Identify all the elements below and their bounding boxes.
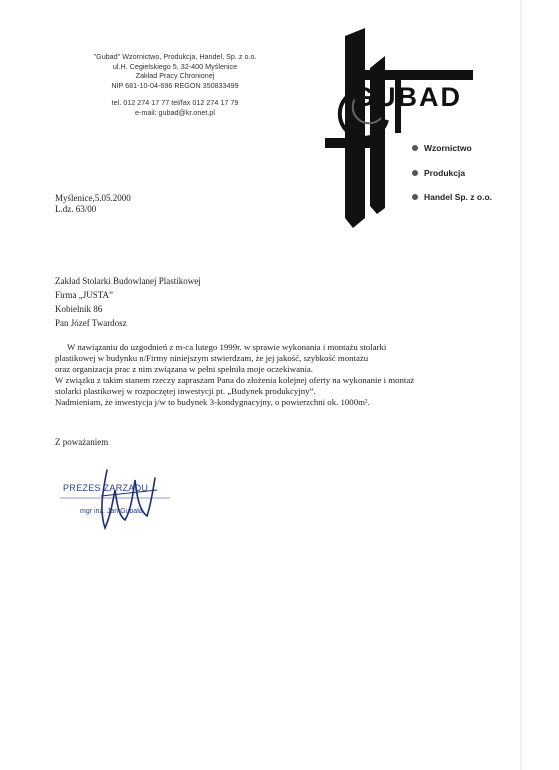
bullet-label: Handel Sp. z o.o. bbox=[424, 192, 493, 203]
recipient-line: Firma „JUSTA” bbox=[55, 290, 114, 300]
handwritten-signature bbox=[85, 460, 165, 535]
letterhead bbox=[70, 52, 280, 117]
body-line: stolarki plastikowej w rozpoczętej inwestycji pt. „Budynek produkcyjny”. bbox=[55, 386, 316, 396]
place-date: Myślenice,5.05.2000 bbox=[55, 193, 131, 203]
letter-body bbox=[55, 342, 475, 408]
scan-edge bbox=[520, 0, 522, 770]
company-name: "Gubad" Wzornictwo, Produkcja, Handel, Sp. z o.o. bbox=[93, 52, 257, 61]
bullet-item bbox=[412, 185, 492, 210]
place-date-block bbox=[55, 193, 131, 215]
body-line: oraz organizacja prac z nim związana w pełni spełniła moje oczekiwania. bbox=[55, 364, 314, 374]
logo-wordmark: GUBAD bbox=[353, 82, 462, 112]
body-line: W związku z takim stanem rzeczy zapraszam Pana do złożenia kolejnej oferty na wykonanie i montaż bbox=[55, 375, 415, 385]
company-address: ul.H. Cegielskiego 5, 32-400 Myślenice bbox=[112, 61, 238, 71]
recipient-line: Pan Józef Twardosz bbox=[55, 318, 127, 328]
logo-bullets bbox=[412, 136, 492, 210]
recipient-block bbox=[55, 276, 201, 332]
recipient-line: Zakład Stolarki Budowlanej Plastikowej bbox=[55, 276, 201, 286]
bullet-dot-icon bbox=[412, 194, 418, 200]
bullet-label: Wzornictwo bbox=[424, 143, 472, 154]
bullet-dot-icon bbox=[412, 145, 418, 151]
company-ids: NIP 681-10-04-696 REGON 350833499 bbox=[111, 80, 239, 90]
stamp-name: mgr inż. Jan Gubała bbox=[80, 508, 143, 515]
body-line: W nawiązaniu do uzgodnień z m-ca lutego 1999r. w sprawie wykonania i montażu stolarki bbox=[67, 342, 387, 352]
company-workshop: Zakład Pracy Chronionej bbox=[135, 71, 215, 80]
bullet-item bbox=[412, 136, 492, 161]
bullet-label: Produkcja bbox=[424, 167, 466, 178]
recipient-line: Kobielnik 86 bbox=[55, 304, 103, 314]
bullet-dot-icon bbox=[412, 170, 418, 176]
company-phones: tel. 012 274 17 77 tel/fax 012 274 17 79 bbox=[111, 98, 239, 107]
bullet-item bbox=[412, 161, 492, 186]
company-email: e-mail: gubad@kr.onet.pl bbox=[134, 107, 215, 117]
body-line: plastikowej w budynku n/Firmy niniejszym stwierdzam, że jej jakość, szybkość montażu bbox=[55, 353, 369, 363]
closing-phrase: Z poważaniem bbox=[55, 437, 109, 447]
reference-number: L.dz. 63/00 bbox=[55, 204, 97, 214]
body-line: Nadmieniam, że inwestycja j/w to budynek 3-kondygnacyjny, o powierzchni ok. 1000m². bbox=[55, 397, 370, 407]
stamp-title: PREZES ZARZĄDU bbox=[63, 483, 149, 493]
